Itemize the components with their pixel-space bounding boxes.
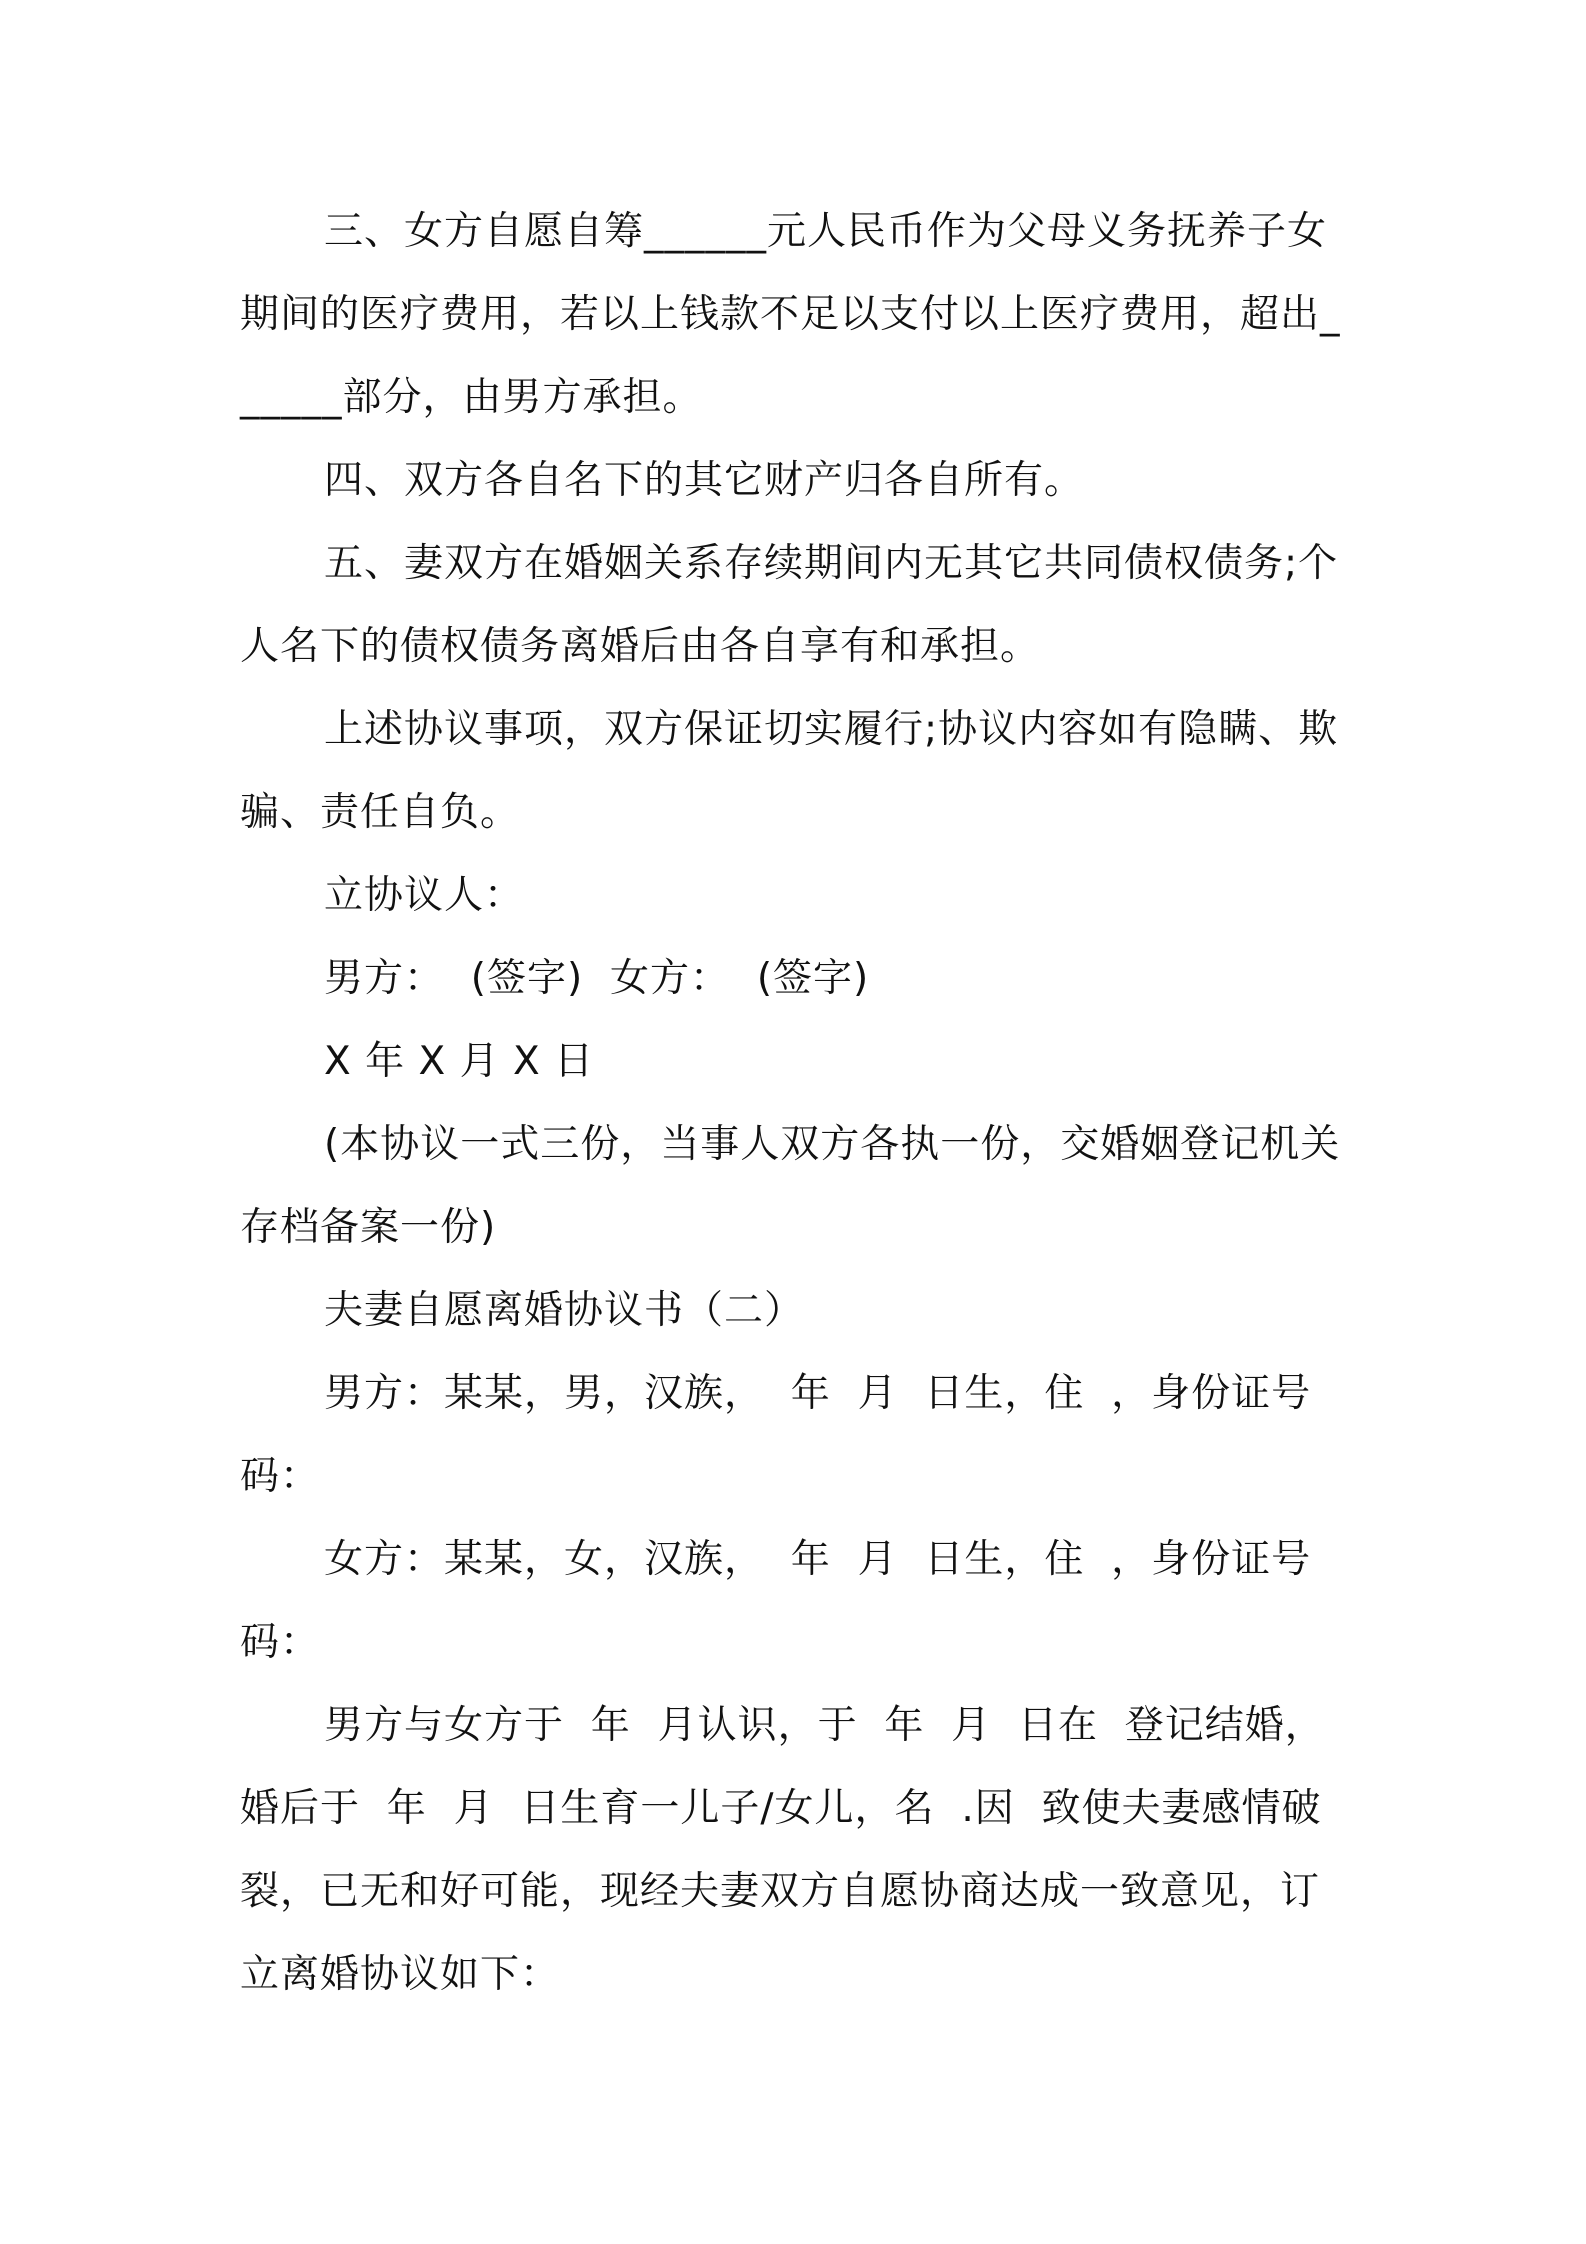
- clause-three-medical-costs: 三、女方自愿自筹______元人民币作为父母义务抚养子女期间的医疗费用，若以上钱款不足以支付以上医疗费用，超出______部分，由男方承担。: [240, 209, 1341, 420]
- document-body: [240, 190, 1350, 2016]
- agreement-two-title: 夫妻自愿离婚协议书（二）: [324, 1288, 805, 1333]
- male-party-info: 男方：某某，男，汉族， 年 月 日生，住 ，身份证号码：: [240, 1371, 1312, 1499]
- copies-note: (本协议一式三份，当事人双方各执一份，交婚姻登记机关存档备案一份): [240, 1122, 1341, 1250]
- signature-line: 男方： (签字) 女方： (签字): [324, 956, 870, 1001]
- date-line: X 年 X 月 X 日: [324, 1039, 595, 1084]
- marriage-background: 男方与女方于 年 月认识，于 年 月 日在 登记结婚，婚后于 年 月 日生育一儿子/女儿，名 .因 致使夫妻感情破裂，已无和好可能，现经夫妻双方自愿协商达成一致意见，订立离婚协议如下：: [240, 1703, 1325, 1997]
- clause-four-separate-property: 四、双方各自名下的其它财产归各自所有。: [324, 458, 1085, 503]
- performance-guarantee: 上述协议事项，双方保证切实履行;协议内容如有隐瞒、欺骗、责任自负。: [240, 707, 1339, 835]
- female-party-info: 女方：某某，女，汉族， 年 月 日生，住 ，身份证号码：: [240, 1537, 1312, 1665]
- signatories-label: 立协议人：: [324, 873, 525, 918]
- clause-five-debts: 五、妻双方在婚姻关系存续期间内无其它共同债权债务;个人名下的债权债务离婚后由各自享有和承担。: [240, 541, 1339, 669]
